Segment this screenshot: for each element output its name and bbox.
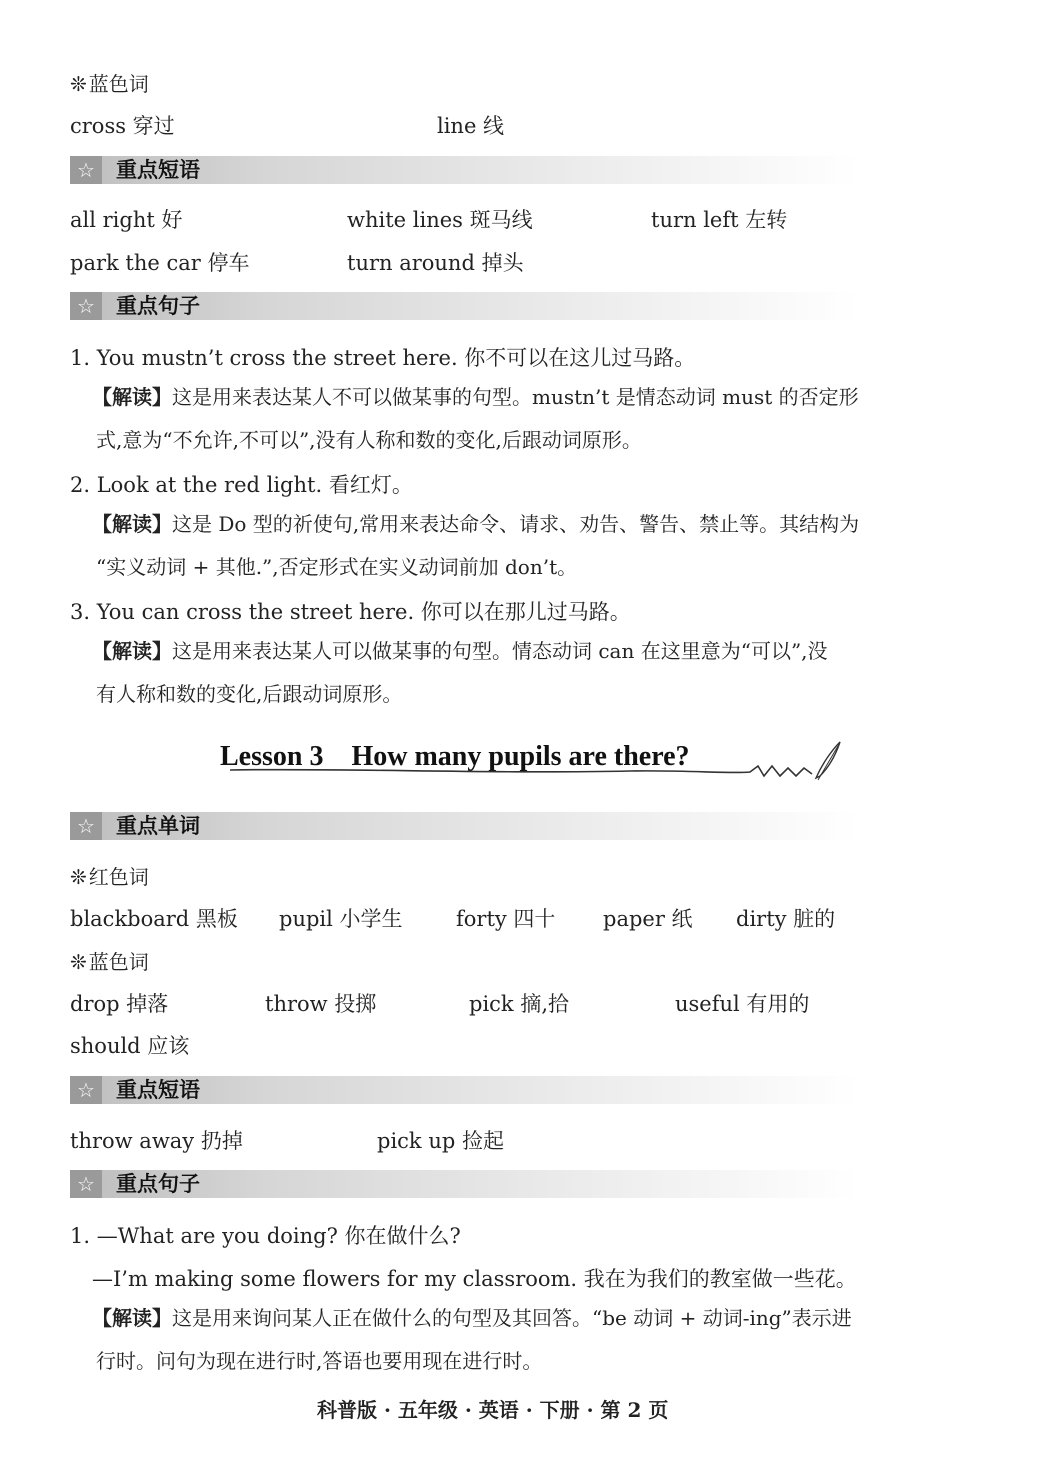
section-title: 重点短语 [116,158,200,182]
explanation-line: 【解读】这是用来表达某人可以做某事的句型。情态动词 can 在这里意为“可以”,没 [92,639,828,663]
explanation-line: 【解读】这是用来表达某人不可以做某事的句型。mustn’t 是情态动词 must 的否定形 [92,385,859,409]
section-bar-sentences [70,1170,860,1198]
explanation-line: 行时。问句为现在进行时,答语也要用现在进行时。 [96,1349,543,1373]
snowflake-icon: ❊ [70,865,87,889]
word-item: forty 四十 [456,907,556,931]
phrase-item: pick up 捡起 [377,1129,504,1153]
explanation-line: “实义动词 + 其他.”,否定形式在实义动词前加 don’t。 [96,555,578,579]
blue-words-label: ❊ 蓝色词 [70,950,149,974]
section-bar-words [70,812,860,840]
phrase-item: turn left 左转 [651,208,788,232]
section-title: 重点单词 [116,814,200,838]
section-bar-phrases [70,156,860,184]
word-item: paper 纸 [603,907,693,931]
section-bar-sentences [70,292,860,320]
explanation-line: 式,意为“不允许,不可以”,没有人称和数的变化,后跟动词原形。 [96,428,642,452]
sentence-item: 3. You can cross the street here. 你可以在那儿过马路。 [70,600,631,624]
star-icon: ☆ [70,1076,102,1104]
word-item: blackboard 黑板 [70,907,238,931]
explanation-line: 有人称和数的变化,后跟动词原形。 [96,682,403,706]
sentence-answer: —I’m making some flowers for my classroom. 我在为我们的教室做一些花。 [92,1267,857,1291]
sentence-question: 1. —What are you doing? 你在做什么? [70,1224,461,1248]
explanation-line: 【解读】这是 Do 型的祈使句,常用来表达命令、请求、劝告、警告、禁止等。其结构为 [92,512,860,536]
explanation-tag: 【解读】 [92,1306,172,1330]
explanation-tag: 【解读】 [92,639,172,663]
star-icon: ☆ [70,292,102,320]
star-icon: ☆ [70,1170,102,1198]
word-item: drop 掉落 [70,992,169,1016]
star-icon: ☆ [70,812,102,840]
phrase-item: turn around 掉头 [347,251,524,275]
phrase-item: park the car 停车 [70,251,250,275]
section-title: 重点句子 [116,1172,200,1196]
phrase-item: all right 好 [70,208,183,232]
sentence-item: 1. You mustn’t cross the street here. 你不可以在这儿过马路。 [70,346,696,370]
phrase-item: white lines 斑马线 [347,208,533,232]
section-title: 重点句子 [116,294,200,318]
explanation-tag: 【解读】 [92,512,172,536]
word-item: cross 穿过 [70,114,175,138]
section-title: 重点短语 [116,1078,200,1102]
word-item: throw 投掷 [265,992,377,1016]
phrase-item: throw away 扔掉 [70,1129,243,1153]
section-bar-phrases [70,1076,860,1104]
star-icon: ☆ [70,156,102,184]
explanation-line: 【解读】这是用来询问某人正在做什么的句型及其回答。“be 动词 + 动词-ing”表示进 [92,1306,852,1330]
word-item: pupil 小学生 [279,907,403,931]
snowflake-icon: ❊ [70,72,87,96]
word-item: dirty 脏的 [736,907,836,931]
word-item: line 线 [437,114,505,138]
sentence-item: 2. Look at the red light. 看红灯。 [70,473,413,497]
explanation-tag: 【解读】 [92,385,172,409]
blue-words-label: ❊ 蓝色词 [70,72,149,96]
page-footer: 科普版 · 五年级 · 英语 · 下册 · 第 2 页 [317,1398,669,1422]
snowflake-icon: ❊ [70,950,87,974]
red-words-label: ❊ 红色词 [70,865,149,889]
quill-decoration-icon [230,738,850,788]
word-item: should 应该 [70,1034,190,1058]
lesson-title: Lesson 3 How many pupils are there? [220,741,690,772]
word-item: pick 摘,拾 [469,992,569,1016]
word-item: useful 有用的 [675,992,810,1016]
